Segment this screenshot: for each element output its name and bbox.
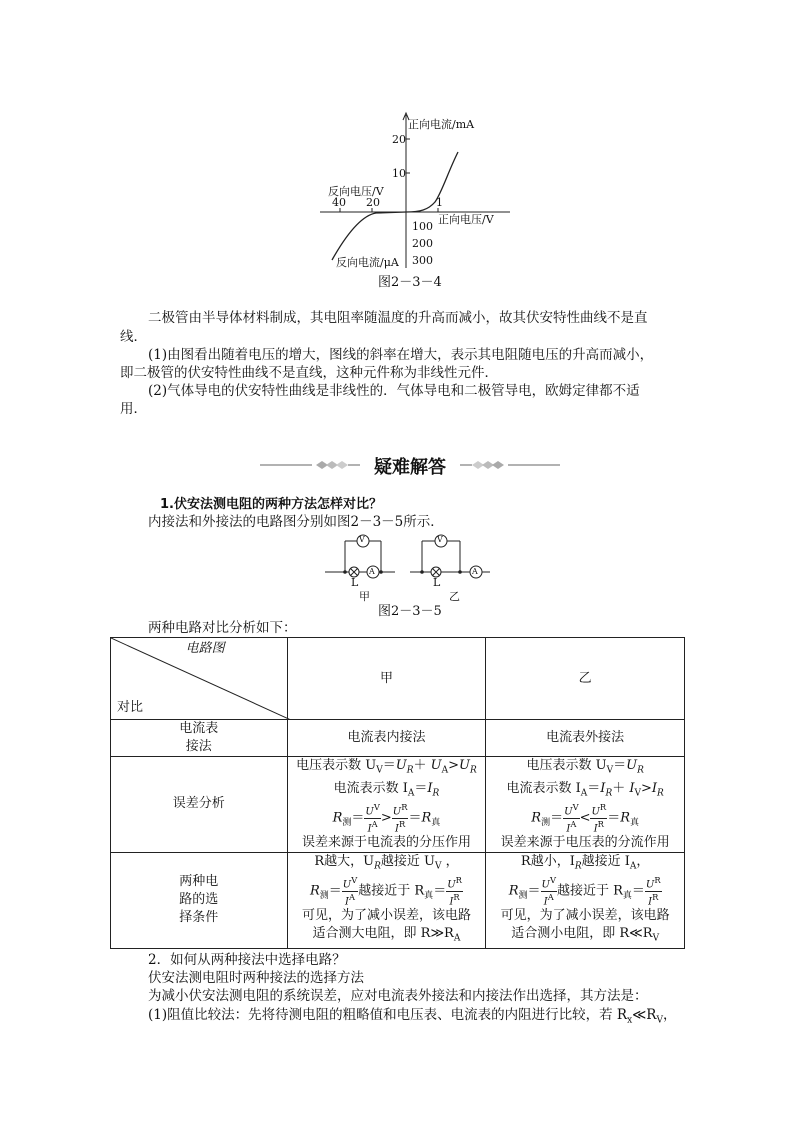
fig1-tick-20-left: 20 bbox=[366, 196, 380, 209]
header-yi: 乙 bbox=[486, 638, 685, 720]
fig1-xlabel-right: 正向电压/V bbox=[438, 213, 494, 226]
figure-caption: 图2－3－5 bbox=[378, 604, 442, 619]
paragraph-line: 用． bbox=[120, 401, 147, 417]
section-banner bbox=[260, 452, 560, 480]
cell-jia-connection: 电流表内接法 bbox=[287, 720, 486, 757]
header-jia: 甲 bbox=[287, 638, 486, 720]
corner-label-bottom: 对比 bbox=[117, 700, 144, 715]
ammeter-label: A bbox=[369, 567, 375, 576]
paragraph-line: (2)气体导电的伏安特性曲线是非线性的．气体导电和二极管导电，欧姆定律都不适 bbox=[148, 383, 640, 399]
ammeter-label: A bbox=[472, 567, 478, 576]
fig1-xlabel-left: 反向电压/V bbox=[328, 185, 384, 198]
fig1-ylabel-top: 正向电流/mA bbox=[408, 118, 475, 131]
table-intro: 两种电路对比分析如下： bbox=[148, 620, 297, 636]
paragraph-line: 伏安法测电阻时两种接法的选择方法 bbox=[148, 970, 364, 986]
cell-yi-error: 电压表示数 $U_V=U_R$ 电流表示数 $I_A=I_R+ I_V>I_R$ $R_测=$ $\frac{U^V}{I^A}$ < $\frac{U^R}{I^R}$ $=R_真$ 误差来源于电压表的分流作用 bbox=[486, 757, 685, 853]
row-head-selection: 两种电 路的选 择条件 bbox=[111, 852, 288, 948]
lamp-label: L bbox=[433, 576, 441, 589]
section-title: 疑难解答 bbox=[374, 457, 446, 478]
cell-jia-selection: R越大，$U_R$越接近 $U_V$ ， $R_测=$ $\frac{U^V}{I^A}$ 越接近于 $R_真=$ $\frac{U^R}{I^R}$ 可见，为了减小误差，该电路 适合测大电阻，即 $R≫R_A$ bbox=[287, 852, 486, 948]
paragraph-line: (1)阻值比较法：先将待测电阻的粗略值和电压表、电流表的内阻进行比较，若 $R_x≪R_V$， bbox=[148, 1007, 677, 1026]
paragraph-line: 线． bbox=[120, 329, 147, 345]
comparison-table bbox=[110, 637, 685, 949]
circuit-label-yi: 乙 bbox=[449, 590, 460, 603]
paragraph-line: 为减小伏安法测电阻的系统误差，应对电流表外接法和内接法作出选择，其方法是： bbox=[148, 988, 648, 1004]
cell-yi-selection: R越小，$I_R$越接近 $I_A$， $R_测=$ $\frac{U^V}{I^A}$ 越接近于 $R_真=$ $\frac{U^R}{I^R}$ 可见，为了减小误差，该电路 适合测小电阻，即 $R≪R_V$ bbox=[486, 852, 685, 948]
fig1-tick-200: 200 bbox=[412, 237, 433, 250]
cell-yi-connection: 电流表外接法 bbox=[486, 720, 685, 757]
paragraph-line: 即二极管的伏安特性曲线不是直线，这种元件称为非线性元件． bbox=[120, 365, 498, 381]
fig1-tick-40: 40 bbox=[332, 196, 346, 209]
fig1-tick-10: 10 bbox=[392, 167, 406, 180]
corner-label-top: 电路图 bbox=[185, 641, 225, 656]
fig1-tick-20: 20 bbox=[392, 133, 406, 146]
lamp-label: L bbox=[351, 576, 359, 589]
fig1-tick-1: 1 bbox=[436, 196, 443, 209]
voltmeter-label: V bbox=[437, 535, 443, 544]
row-head-error: 误差分析 bbox=[111, 757, 288, 853]
q1-intro: 内接法和外接法的电路图分别如图2－3－5所示． bbox=[148, 514, 444, 530]
fig1-ylabel-bottom: 反向电流/μA bbox=[336, 256, 399, 269]
figure-caption: 图2－3－4 bbox=[378, 275, 442, 290]
circuit-label-jia: 甲 bbox=[359, 590, 370, 603]
cell-jia-error: 电压表示数 $U_V=U_R+ U_A>U_R$ 电流表示数 $I_A=I_R$ $R_测=$ $\frac{U^V}{I^A}$ > $\frac{U^R}{I^R}$ $=R_真$ 误差来源于电流表的分压作用 bbox=[287, 757, 486, 853]
fig1-tick-300: 300 bbox=[412, 254, 433, 267]
corner-cell bbox=[111, 638, 288, 720]
paragraph-line: (1)由图看出随着电压的增大，图线的斜率在增大，表示其电阻随电压的升高而减小， bbox=[148, 347, 654, 363]
fig1-tick-100: 100 bbox=[412, 220, 433, 233]
row-head-connection: 电流表 接法 bbox=[111, 720, 288, 757]
voltmeter-label: V bbox=[359, 535, 365, 544]
q2-title: 2．如何从两种接法中选择电路？ bbox=[148, 952, 346, 968]
q1-title: 1.伏安法测电阻的两种方法怎样对比？ bbox=[160, 497, 382, 512]
paragraph-line: 二极管由半导体材料制成，其电阻率随温度的升高而减小，故其伏安特性曲线不是直 bbox=[148, 310, 648, 326]
